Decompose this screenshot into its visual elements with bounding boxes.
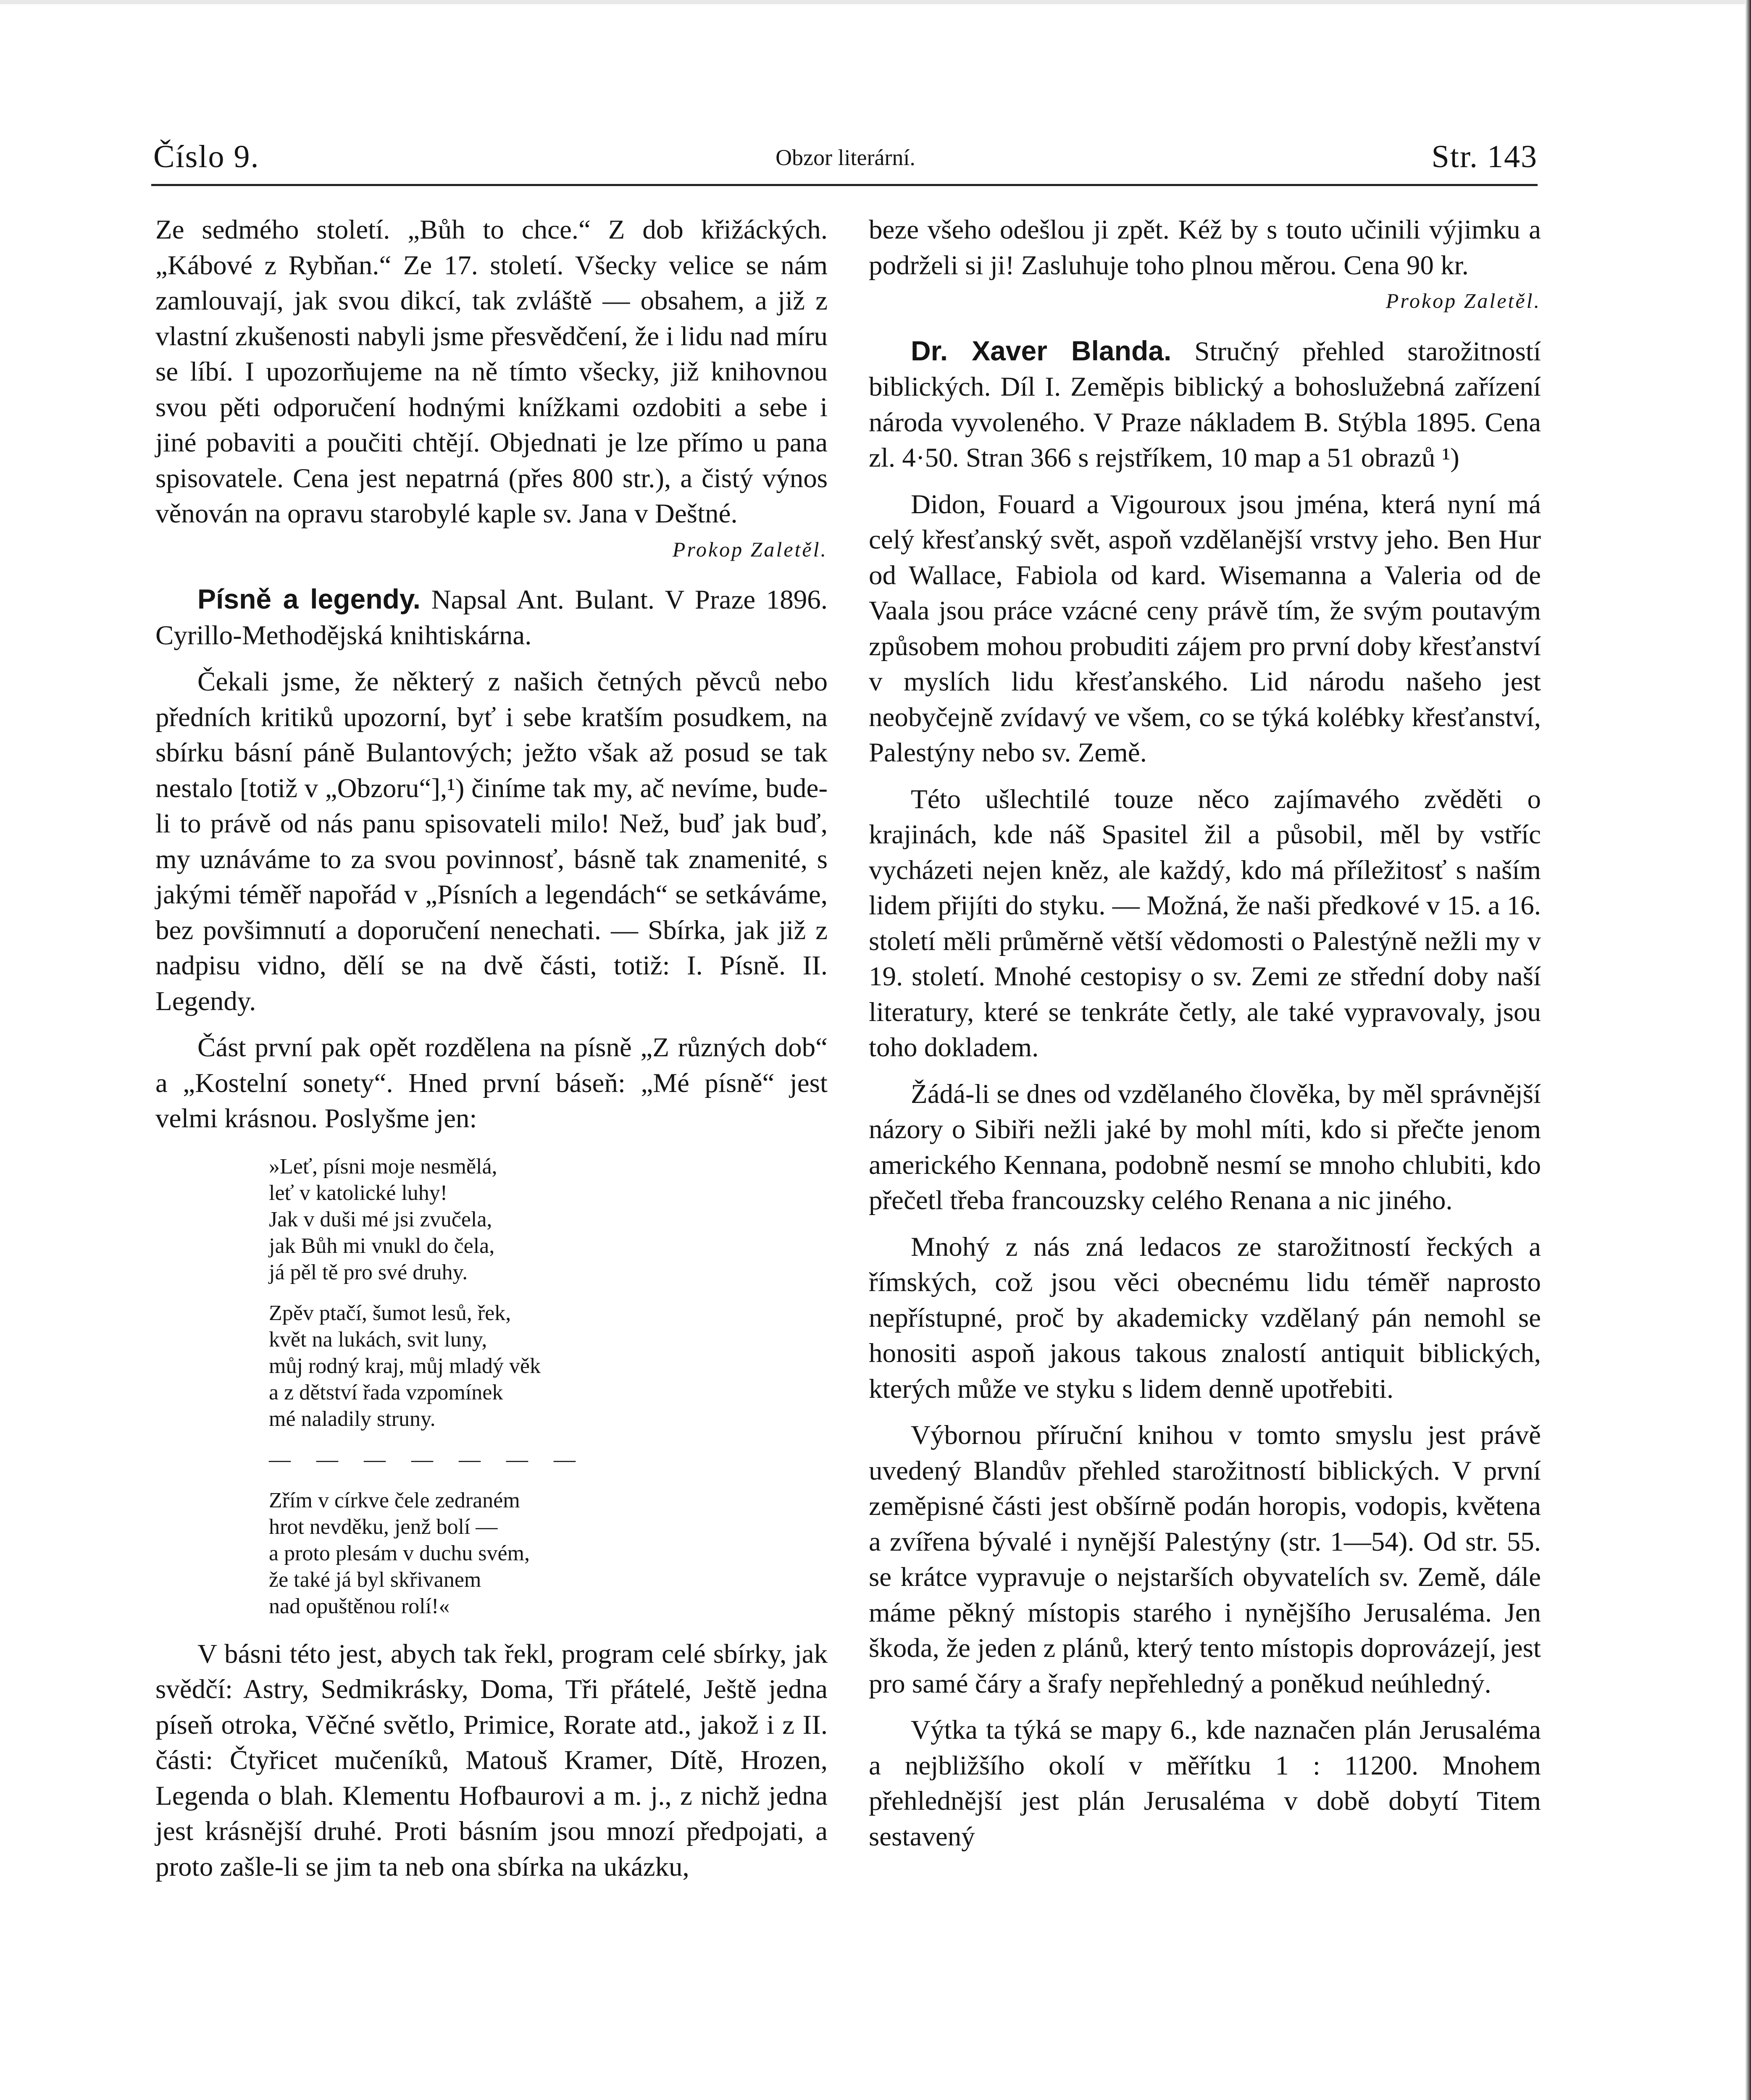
paragraph: Výbornou příruční knihou v tomto smyslu jest právě uvedený Blandův přehled starožitností biblických. V první zeměpisné části jest obšírně podán horopis, vodopis, květena a zvířena bývalé i nynější Palestýny (str. 1—54). Od str. 55. se krátce vypravuje o nejstarších obyvatelích sv. Země, dále máme pěkný místopis starého i nynějšího Jerusaléma. Jen škoda, že jeden z plánů, který tento místopis doprovázejí, jest pro samé čáry a šrafy nepřehledný a poněkud neúhledný.: [869, 1420, 1541, 1699]
right-column: [869, 212, 1541, 1854]
poem: [269, 1153, 828, 1620]
poem-line: a proto plesám v duchu svém,: [269, 1541, 530, 1565]
review-heading: [155, 581, 828, 653]
poem-line: »Leť, písni moje nesmělá,: [269, 1154, 497, 1179]
journal-title: Obzor literární.: [776, 145, 915, 170]
scan-edge-top: [0, 0, 1751, 4]
poem-line: já pěl tě pro své druhy.: [269, 1260, 468, 1284]
poem-stanza: [269, 1300, 828, 1432]
scan-edge-right: [1745, 0, 1751, 2100]
paragraph: V básni této jest, abych tak řekl, program celé sbírky, jak svědčí: Astry, Sedmikrásky, Doma, Tři přátelé, Ještě jedna píseň otroka, Věčné světlo, Primice, Rorate atd., jakož i z II. části: Čtyřicet mučeníků, Matouš Kramer, Dítě, Hrozen, Legenda o blah. Klementu Hofbaurovi a m. j., z nichž jedna jest krásnější druhé. Proti básním jsou mnozí předpojati, a proto zašle-li se jim ta neb ona sbírka na ukázku,: [155, 1638, 828, 1882]
left-column: [155, 212, 828, 1885]
review-heading: [869, 333, 1541, 476]
paragraph: Žádá-li se dnes od vzdělaného člověka, by měl správnější názory o Sibiři nežli jaké by mohl míti, kdo si přečte jenom amerického Kennana, podobně nesmí se mnoho chlubiti, kdo přečetl třeba francouzsky celého Renana a nic jiného.: [869, 1079, 1541, 1215]
review-title: Písně a legendy.: [197, 583, 421, 614]
paragraph: beze všeho odešlou ji zpět. Kéž by s touto učinili výjimku a podrželi si ji! Zasluhuje toho plnou měrou. Cena 90 kr.: [869, 215, 1541, 281]
poem-line: že také já byl skřivanem: [269, 1567, 481, 1592]
poem-line: nad opuštěnou rolí!«: [269, 1594, 450, 1618]
signature: Prokop Zaletěl.: [672, 537, 828, 561]
paragraph: Čekali jsme, že některý z našich četných pěvců nebo předních kritiků upozorní, byť i sebe kratším posudkem, na sbírku básní páně Bulantových; ježto však až posud se tak nestalo [totiž v „Obzoru“],¹) činíme tak my, ač nevíme, bude-li to právě od nás panu spisovateli milo! Než, buď jak buď, my uznáváme to za svou povinnosť, básně tak znamenité, s jakými téměř napořád v „Písních a legendách“ se setkáváme, bez povšimnutí a doporučení nenechati. — Sbírka, jak již z nadpisu vidno, dělí se na dvě části, totiž: I. Písně. II. Legendy.: [155, 667, 828, 1016]
review-info: Stručný přehled starožitností biblických. Díl I. Zeměpis biblický a bohoslužebná zařízení národa vyvoleného. V Praze nákladem B. Stýbla 1895. Cena zl. 4·50. Stran 366 s rejstříkem, 10 map a 51 obrazů ¹): [869, 336, 1541, 473]
poem-omission-dashes: — — — — — — —: [269, 1447, 586, 1472]
poem-line: Zpěv ptačí, šumot lesů, řek,: [269, 1301, 511, 1325]
signature: Prokop Zaletěl.: [1386, 289, 1541, 312]
paragraph: Této ušlechtilé touze něco zajímavého zvěděti o krajinách, kde náš Spasitel žil a působil, měl by vstříc vycházeti nejen kněz, ale každý, kdo má příležitosť s naším lidem přijíti do styku. — Možná, že naši předkové v 15. a 16. století měli průměrně větší vědomosti o Palestýně nežli my v 19. století. Mnohé cestopisy o sv. Zemi ze střední doby naší literatury, které se tenkráte četly, ale také vypravovaly, jsou toho dokladem.: [869, 784, 1541, 1063]
poem-line: Jak v duši mé jsi zvučela,: [269, 1207, 492, 1231]
poem-line: květ na lukách, svit luny,: [269, 1327, 487, 1352]
poem-line: jak Bůh mi vnukl do čela,: [269, 1234, 495, 1258]
paragraph: Výtka ta týká se mapy 6., kde naznačen plán Jerusaléma a nejbližšího okolí v měřítku 1 : 11200. Mnohem přehlednější jest plán Jerusaléma v době dobytí Titem sestavený: [869, 1715, 1541, 1852]
paragraph: Část první pak opět rozdělena na písně „Z různých dob“ a „Kostelní sonety“. Hned první báseň: „Mé písně“ jest velmi krásnou. Poslyšme jen:: [155, 1032, 828, 1134]
review-title: Dr. Xaver Blanda.: [911, 335, 1172, 366]
review-info: Napsal Ant. Bulant. V Praze 1896. Cyrillo-Methodějská knihtiskárna.: [155, 585, 828, 651]
poem-line: můj rodný kraj, můj mladý věk: [269, 1354, 541, 1378]
poem-line: Zřím v církve čele zedraném: [269, 1488, 520, 1512]
poem-line: mé naladily struny.: [269, 1407, 436, 1431]
poem-line: hrot nevděku, jenž bolí —: [269, 1515, 498, 1539]
poem-stanza: [269, 1153, 828, 1286]
paragraph: Mnohý z nás zná ledacos ze starožitností řeckých a římských, což jsou věci obecnému lidu téměř naprosto nepřístupné, proč by akademicky vzdělaný pán nemohl se honositi aspoň jakous takous znalostí antiquit biblických, kterých může ve styku s lidem denně upotřebiti.: [869, 1231, 1541, 1404]
header-rule: [151, 184, 1538, 186]
paragraph: Ze sedmého století. „Bůh to chce.“ Z dob křižáckých. „Kábové z Rybňan.“ Ze 17. století. Všecky velice se nám zamlouvají, jak svou dikcí, tak zvláště — obsahem, a již z vlastní zkušenosti nabyli jsme přesvědčení, že i lidu nad míru se líbí. I upozorňujeme na ně tímto všecky, již knihovnou svou pěti odporučení hodnými knížkami ozdobiti a sebe i jiné pobaviti a poučiti chtějí. Objednati je lze přímo u pana spisovatele. Cena jest nepatrná (přes 800 str.), a čistý výnos věnován na opravu starobylé kaple sv. Jana v Deštné.: [155, 215, 828, 529]
page-number: Str. 143: [1431, 139, 1538, 174]
poem-line: a z dětství řada vzpomínek: [269, 1380, 503, 1404]
poem-line: leť v katolické luhy!: [269, 1181, 448, 1205]
paragraph: Didon, Fouard a Vigouroux jsou jména, která nyní má celý křesťanský svět, aspoň vzdělanější vrstvy jeho. Ben Hur od Wallace, Fabiola od kard. Wisemanna a Valeria od de Vaala jsou práce vzácné ceny právě tím, že svým poutavým způsobem mohou probuditi zájem pro první doby křesťanství v myslích lidu křesťanského. Lid národu našeho jest neobyčejně zvídavý ve všem, co se týká kolébky křesťanství, Palestýny nebo sv. Země.: [869, 489, 1541, 768]
issue-number: Číslo 9.: [153, 139, 260, 174]
page-header: [153, 139, 1538, 189]
poem-stanza: [269, 1487, 828, 1620]
